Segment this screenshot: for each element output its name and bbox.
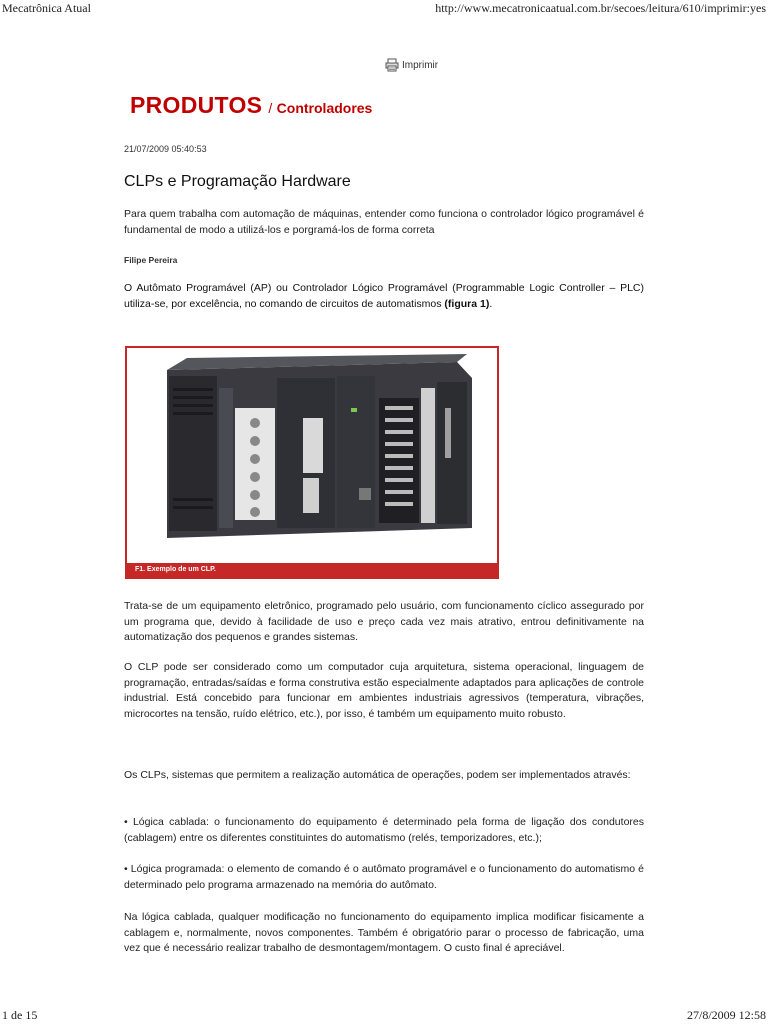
print-header	[0, 0, 768, 14]
print-button[interactable]	[385, 58, 438, 72]
page-url: http://www.mecatronicaatual.com.br/secoes/leitura/610/imprimir:yes	[435, 1, 766, 15]
section-main: PRODUTOS	[130, 92, 263, 118]
page-number: 1 de 15	[2, 1008, 38, 1022]
print-timestamp: 27/8/2009 12:58	[686, 1008, 766, 1022]
bullet-logica-cablada: • Lógica cablada: o funcionamento do equipamento é determinado pela forma de ligação dos condutores (cablagem) entre os diferentes constituintes do automatismo (relés, temporizadores, etc.);	[124, 816, 644, 844]
paragraph-2: Trata-se de um equipamento eletrônico, programado pelo usuário, com funcionamento cíclico assegurado por um programa que, devido à facilidade de uso e preço cada vez mais atrativo, entrou definitivamente na automatização dos pequenos e grandes sistemas.	[124, 600, 644, 643]
print-label: Imprimir	[402, 59, 439, 71]
paragraph-5: Na lógica cablada, qualquer modificação no funcionamento do equipamento implica modificar fisicamente a cablagem e, normalmente, novos componentes. Também é obrigatório parar o processo de fabricação, uma vez que é necessário realizar trabalho de desmontagem/montagem. O custo final é apreciável.	[124, 911, 644, 954]
breadcrumb-separator: /	[268, 100, 273, 116]
bullet-logica-programada: • Lógica programada: o elemento de comando é o autômato programável e o funcionamento do automatismo é determinado pelo programa armazenado na memória do autômato.	[124, 863, 644, 891]
section-breadcrumb	[130, 92, 372, 119]
paragraph-1	[124, 281, 644, 312]
printer-icon	[385, 58, 399, 72]
plc-photo	[127, 348, 497, 563]
article-lead: Para quem trabalha com automação de máquinas, entender como funciona o controlador lógico programável é fundamental de modo a utilizá-los e porgramá-los de forma correta	[124, 208, 644, 236]
article-date: 21/07/2009 05:40:53	[124, 144, 207, 154]
print-footer	[0, 1008, 768, 1024]
site-title: Mecatrônica Atual	[2, 1, 91, 15]
figure-reference: (figura 1)	[444, 297, 490, 310]
paragraph-1-text: O Autômato Programável (AP) ou Controlador Lógico Programável (Programmable Logic Controller – PLC) utiliza-se, por excelência, no comando de circuitos de automatismos	[124, 282, 644, 310]
paragraph-1-end: .	[489, 297, 493, 310]
figure-1	[125, 346, 499, 579]
paragraph-4: Os CLPs, sistemas que permitem a realização automática de operações, podem ser implementados através:	[124, 769, 631, 781]
article-author: Filipe Pereira	[124, 255, 178, 265]
article-title: CLPs e Programação Hardware	[124, 173, 351, 190]
section-sub: Controladores	[276, 100, 373, 116]
paragraph-3: O CLP pode ser considerado como um computador cuja arquitetura, sistema operacional, linguagem de programação, entradas/saídas e forma construtiva estão especialmente adaptados para aplicações de controle industrial. Está concebido para funcionar em ambientes industriais agressivos (temperatura, vibrações, microcortes na tensão, ruído elétrico, etc.), por isso, é também um equipamento muito robusto.	[124, 661, 644, 720]
figure-caption: F1. Exemplo de um CLP.	[127, 563, 497, 577]
